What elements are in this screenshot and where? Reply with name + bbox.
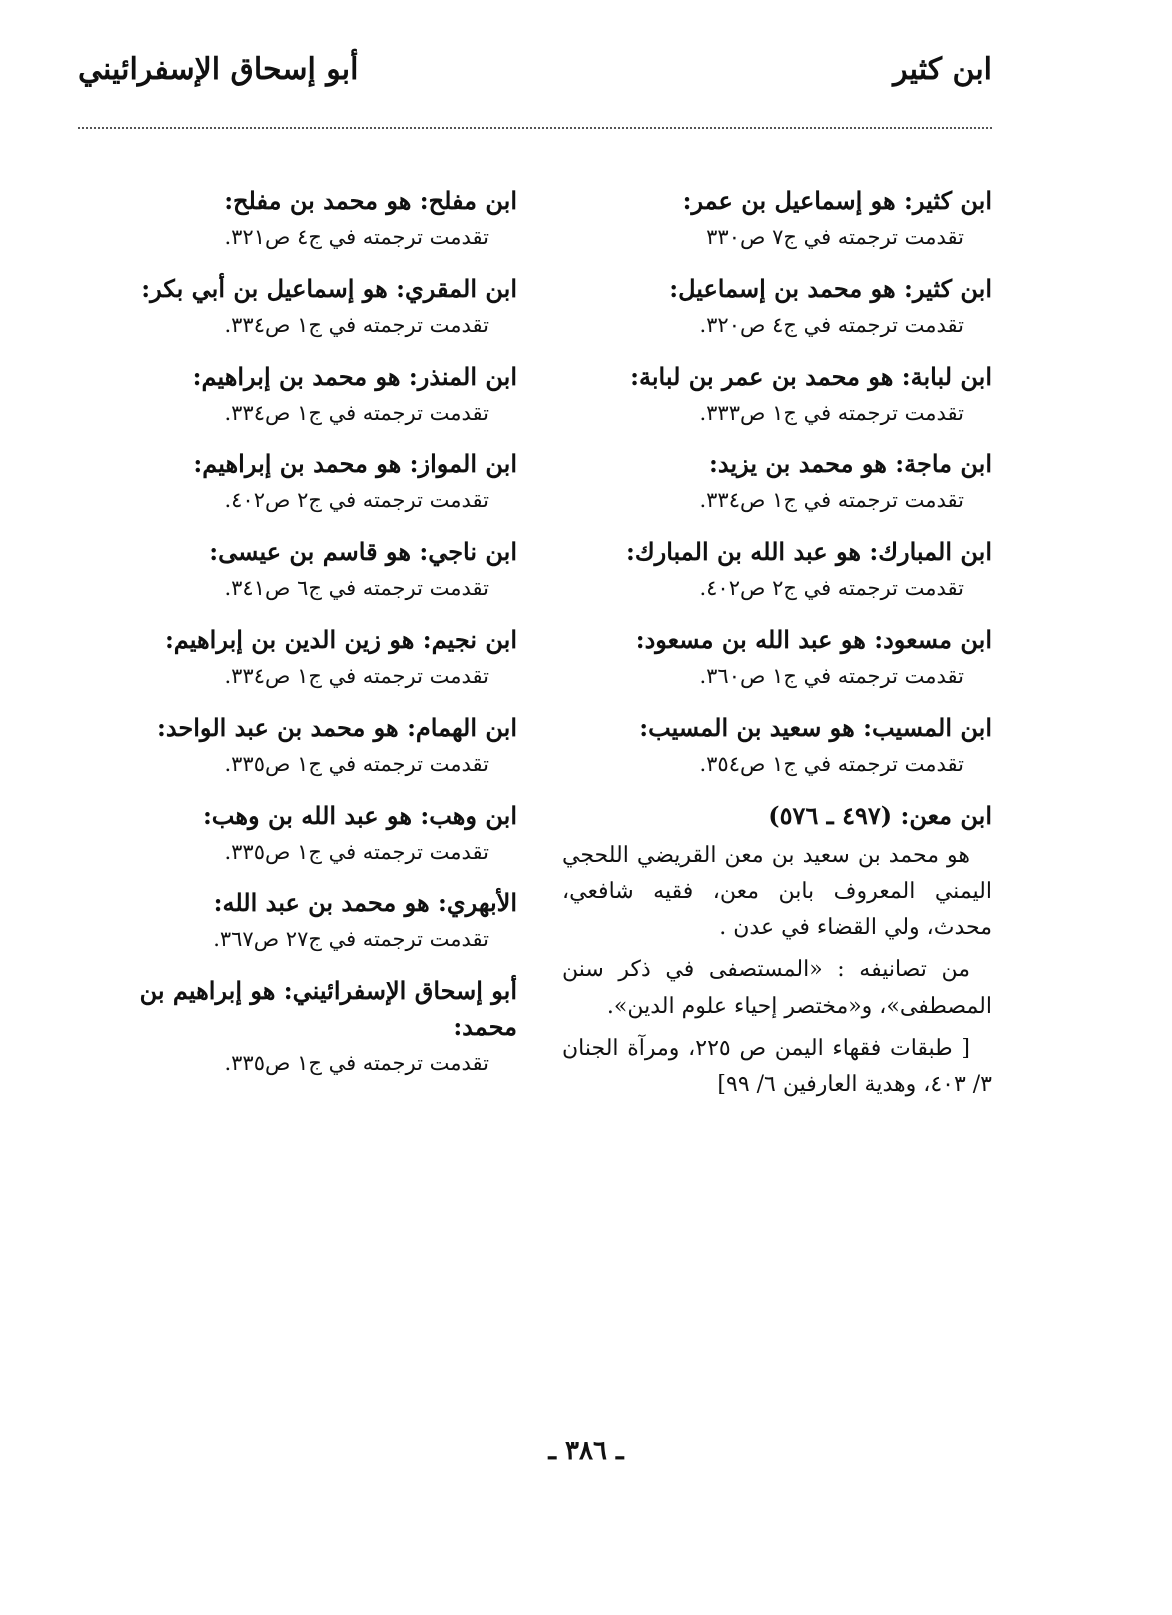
entry [562, 359, 992, 433]
page-number: ـ ٣٨٦ ـ [548, 1436, 624, 1466]
entry-heading: ابن المقري: هو إسماعيل بن أبي بكر: [141, 273, 517, 303]
entry-heading: ابن ماجة: هو محمد بن يزيد: [708, 449, 992, 479]
entry-heading: ابن لبابة: هو محمد بن عمر بن لبابة: [630, 361, 992, 391]
entry-heading: ابن الهمام: هو محمد بن عبد الواحد: [156, 712, 517, 742]
entry-reference: تقدمت ترجمته في ج١ ص٣٣٤. [699, 488, 964, 513]
left-column [72, 183, 517, 1097]
entry-heading: ابن وهب: هو عبد الله بن وهب: [202, 800, 517, 830]
entry [72, 798, 517, 872]
biography-heading: ابن معن: (٤٩٧ ـ ٥٧٦) [768, 800, 992, 830]
entry-heading: ابن مفلح: هو محمد بن مفلح: [224, 186, 517, 215]
entry-heading: ابن المنذر: هو محمد بن إبراهيم: [192, 361, 517, 391]
biography-paragraph: هو محمد بن سعيد بن معن القريضي اللحجي اليمني المعروف بابن معن، فقيه شافعي، محدث، ولي القضاء في عدن . [562, 842, 992, 941]
header-right-title: ابن كثير [893, 52, 992, 87]
entry-reference: تقدمت ترجمته في ج٤ ص٣٢٠. [699, 312, 964, 337]
entry-heading: ابن كثير: هو إسماعيل بن عمر: [682, 186, 992, 215]
entry [72, 885, 517, 959]
entry-reference: تقدمت ترجمته في ج٦ ص٣٤١. [224, 576, 489, 601]
entry-reference: تقدمت ترجمته في ج١ ص٣٥٤. [699, 751, 964, 776]
entry-reference: تقدمت ترجمته في ج١ ص٣٣٥. [224, 839, 489, 864]
entry [562, 534, 992, 608]
entry-heading: ابن المبارك: هو عبد الله بن المبارك: [626, 537, 992, 567]
entry-heading: ابن مسعود: هو عبد الله بن مسعود: [635, 624, 992, 654]
entry [562, 446, 992, 520]
entry [72, 710, 517, 784]
running-header [78, 52, 992, 102]
header-divider [78, 127, 992, 129]
right-column [562, 183, 992, 1118]
entry [562, 710, 992, 784]
entry [72, 359, 517, 433]
entry [72, 271, 517, 345]
entry-reference: تقدمت ترجمته في ج١ ص٣٦٠. [699, 663, 964, 688]
entry [72, 534, 517, 608]
entry-heading: الأبهري: هو محمد بن عبد الله: [213, 888, 517, 918]
entry-reference: تقدمت ترجمته في ج٤ ص٣٢١. [224, 225, 489, 249]
entry-reference: تقدمت ترجمته في ج٧ ص٣٣٠ [706, 225, 964, 249]
entry-reference: تقدمت ترجمته في ج٢٧ ص٣٦٧. [213, 927, 489, 952]
entry [562, 183, 992, 257]
entry-heading: أبو إسحاق الإسفرائيني: هو إبراهيم بن محمد: [139, 976, 517, 1042]
biography-body [562, 838, 992, 1104]
biography-works: من تصانيفه : «المستصفى في ذكر سنن المصطفى»، و«مختصر إحياء علوم الدين». [562, 957, 992, 1019]
header-left-title: أبو إسحاق الإسفرائيني [78, 52, 359, 87]
entry [562, 271, 992, 345]
entry-reference: تقدمت ترجمته في ج١ ص٣٣٥. [224, 751, 489, 776]
entry [72, 622, 517, 696]
entry [72, 446, 517, 520]
entry-heading: ابن المواز: هو محمد بن إبراهيم: [193, 449, 517, 479]
entry-heading: ابن ناجي: هو قاسم بن عيسى: [209, 537, 517, 567]
biography-entry [562, 798, 992, 1104]
entry-reference: تقدمت ترجمته في ج٢ ص٤٠٢. [699, 576, 964, 601]
biography-sources: [ طبقات فقهاء اليمن ص ٢٢٥، ومرآة الجنان ٣/ ٤٠٣، وهدية العارفين ٦/ ٩٩] [562, 1036, 992, 1098]
entry-reference: تقدمت ترجمته في ج١ ص٣٣٣. [699, 400, 964, 425]
entry [72, 183, 517, 257]
entry [562, 622, 992, 696]
entry-reference: تقدمت ترجمته في ج١ ص٣٣٥. [224, 1051, 489, 1076]
entry-reference: تقدمت ترجمته في ج١ ص٣٣٤. [224, 663, 489, 688]
entry-reference: تقدمت ترجمته في ج١ ص٣٣٤. [224, 400, 489, 425]
entry-reference: تقدمت ترجمته في ج١ ص٣٣٤. [224, 312, 489, 337]
entry-heading: ابن نجيم: هو زين الدين بن إبراهيم: [164, 624, 517, 654]
entry-heading: ابن المسيب: هو سعيد بن المسيب: [639, 712, 992, 742]
entry-reference: تقدمت ترجمته في ج٢ ص٤٠٢. [224, 488, 489, 513]
entry [72, 973, 517, 1083]
entry-heading: ابن كثير: هو محمد بن إسماعيل: [669, 273, 992, 303]
